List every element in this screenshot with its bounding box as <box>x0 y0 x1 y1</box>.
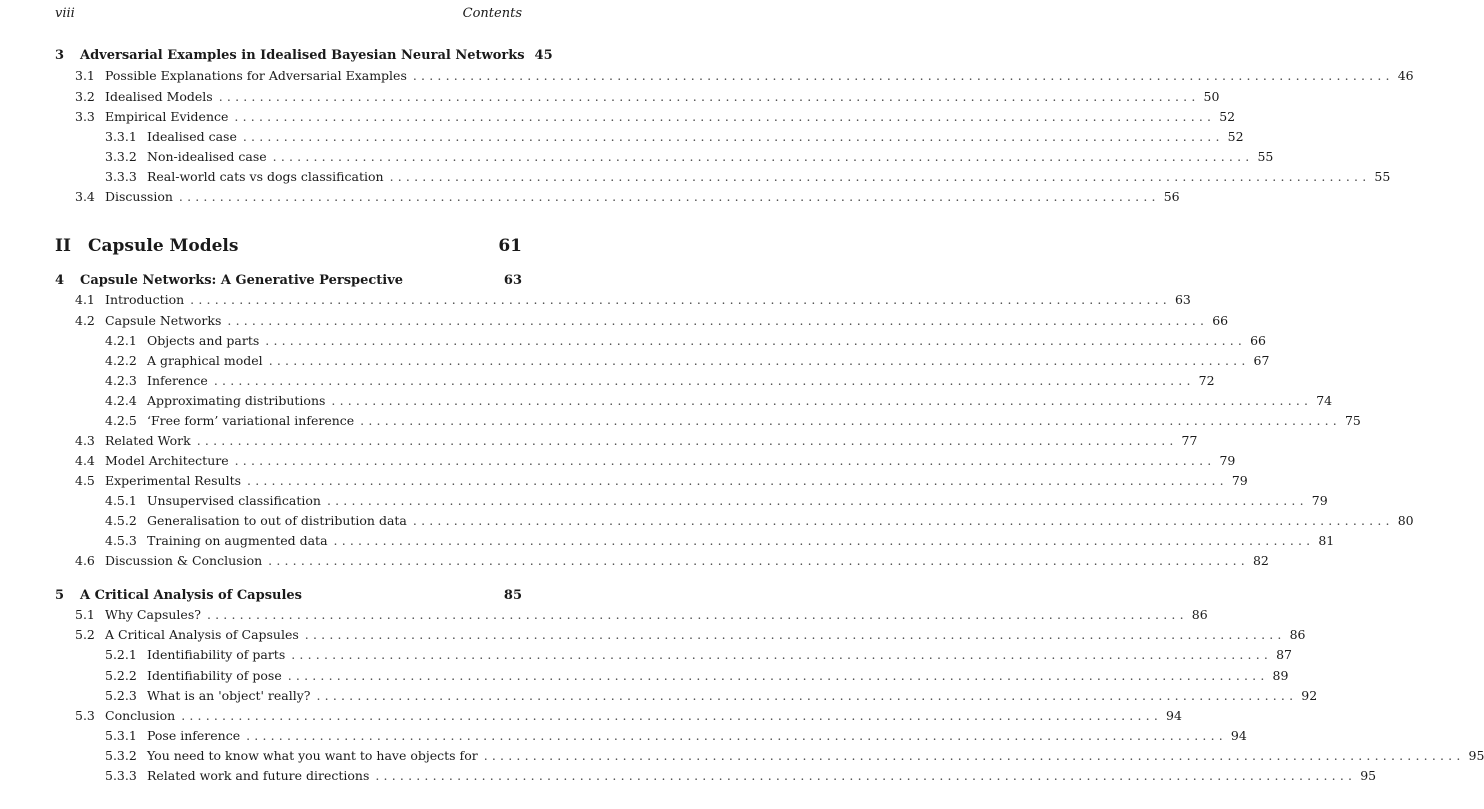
toc-entry-section[interactable] <box>55 109 1236 127</box>
dot-leader: ........................................................................................................................ <box>389 169 1371 184</box>
toc-entry-page: 50 <box>1203 89 1220 104</box>
toc-entry-subsection[interactable] <box>55 353 1270 371</box>
toc-entry-title: Related work and future directions <box>147 768 370 783</box>
toc-entry-title: Idealised case <box>147 129 237 144</box>
dot-leader: ........................................................................................................................ <box>287 668 1269 683</box>
toc-entry-page: 63 <box>1174 292 1191 307</box>
toc-entry-subsection[interactable] <box>55 149 1274 167</box>
dot-leader: ........................................................................................................................ <box>268 353 1250 368</box>
toc-entry-section[interactable] <box>55 189 1180 207</box>
toc-entry-number: 5.3 <box>75 708 95 723</box>
toc-entry-section[interactable] <box>55 68 1414 86</box>
toc-entry-number: 4.2.4 <box>105 393 137 408</box>
toc-entry-page: 66 <box>1212 313 1229 328</box>
dot-leader: ........................................................................................................................ <box>234 453 1216 468</box>
toc-entry-title: Why Capsules? <box>105 607 201 622</box>
toc-entry-title: Adversarial Examples in Idealised Bayesian Neural Networks <box>80 48 525 63</box>
toc-entry-title: Capsule Networks: A Generative Perspective <box>80 273 404 288</box>
toc-entry-title: A Critical Analysis of Capsules <box>80 588 302 603</box>
toc-entry-title: Objects and parts <box>147 333 260 348</box>
toc-entry-page: 46 <box>1397 68 1414 83</box>
dot-leader: ........................................................................................................................ <box>268 553 1249 568</box>
toc-entry-section[interactable] <box>55 553 1269 571</box>
toc-entry-page: 74 <box>1316 393 1333 408</box>
toc-entry-number: 4.6 <box>75 553 95 568</box>
dot-leader: ........................................................................................................................ <box>246 728 1227 743</box>
toc-entry-section[interactable] <box>55 433 1198 451</box>
toc-entry-number: 4.5.3 <box>105 533 137 548</box>
toc-entry-page: 79 <box>1219 453 1236 468</box>
toc-entry-page: 94 <box>1166 708 1182 723</box>
toc-entry-title: Discussion & Conclusion <box>105 553 263 568</box>
toc-entry-title: Empirical Evidence <box>105 109 229 124</box>
toc-entry-subsection[interactable] <box>55 413 1361 431</box>
toc-entry-number: 3.1 <box>75 68 95 83</box>
toc-entry-subsection[interactable] <box>55 533 1335 551</box>
toc-entry-title: Possible Explanations for Adversarial Examples <box>105 68 407 83</box>
toc-entry-chapter[interactable] <box>55 588 522 606</box>
dot-leader: ........................................................................................................................ <box>360 413 1341 428</box>
toc-entry-number: 3.3 <box>75 109 95 124</box>
toc-entry-number: 4.2 <box>75 313 95 328</box>
toc-entry-page: 63 <box>503 273 522 288</box>
toc-entry-title: Inference <box>147 373 208 388</box>
toc-entry-number: 4.3 <box>75 433 95 448</box>
toc-entry-number: 3.4 <box>75 189 95 204</box>
page-number-label: viii <box>55 6 75 21</box>
toc-entry-number: 4.2.2 <box>105 353 137 368</box>
toc-entry-page: 85 <box>503 588 522 603</box>
dot-leader: ........................................................................................................................ <box>247 473 1228 488</box>
toc-entry-title: Related Work <box>105 433 191 448</box>
toc-entry-title: You need to know what you want to have objects for <box>147 748 478 763</box>
dot-leader: ........................................................................................................................ <box>304 627 1286 642</box>
toc-entry-title: Discussion <box>105 189 173 204</box>
toc-entry-number: 5.2 <box>75 627 95 642</box>
toc-entry-title: Training on augmented data <box>147 533 328 548</box>
dot-leader: ........................................................................................................................ <box>333 533 1315 548</box>
toc-entry-title: Real-world cats vs dogs classification <box>147 169 384 184</box>
toc-entry-page: 56 <box>1163 189 1180 204</box>
running-title: Contents <box>462 6 522 21</box>
toc-entry-subsection[interactable] <box>55 668 1289 686</box>
toc-entry-number: 3.3.3 <box>105 169 137 184</box>
toc-entry-page: 52 <box>1219 109 1236 124</box>
toc-entry-subsection[interactable] <box>55 333 1266 351</box>
toc-entry-title: Identifiability of parts <box>147 647 286 662</box>
toc-entry-number: 5.2.2 <box>105 668 137 683</box>
toc-entry-number: II <box>55 236 71 256</box>
toc-entry-title: Identifiability of pose <box>147 668 282 683</box>
dot-leader: ........................................................................................................................ <box>227 313 1209 328</box>
toc-entry-number: 5.1 <box>75 607 95 622</box>
toc-entry-page: 72 <box>1198 373 1215 388</box>
toc-entry-title: A Critical Analysis of Capsules <box>105 627 299 642</box>
toc-entry-title: Idealised Models <box>105 89 213 104</box>
toc-entry-title: Pose inference <box>147 728 241 743</box>
toc-entry-page: 87 <box>1276 647 1292 662</box>
toc-entry-title: Capsule Networks <box>105 313 222 328</box>
toc-entry-page: 77 <box>1181 433 1198 448</box>
toc-entry-number: 3.3.2 <box>105 149 137 164</box>
toc-entry-page: 86 <box>1289 627 1306 642</box>
toc-entry-number: 4.2.1 <box>105 333 137 348</box>
toc-entry-page: 66 <box>1250 333 1266 348</box>
toc-entry-section[interactable] <box>55 453 1236 471</box>
toc-entry-number: 3.3.1 <box>105 129 137 144</box>
toc-entry-subsection[interactable] <box>55 393 1333 411</box>
toc-entry-section[interactable] <box>55 607 1208 625</box>
toc-entry-section[interactable] <box>55 627 1306 645</box>
toc-entry-subsection[interactable] <box>55 647 1292 665</box>
toc-entry-number: 4.5.1 <box>105 493 137 508</box>
toc-entry-number: 4.5 <box>75 473 95 488</box>
dot-leader: ........................................................................................................................ <box>206 607 1188 622</box>
toc-entry-page: 95 <box>1360 768 1377 783</box>
dot-leader: ........................................................................................................................ <box>213 373 1195 388</box>
toc-entry-subsection[interactable] <box>55 768 1377 786</box>
dot-leader: ........................................................................................................................ <box>181 708 1162 723</box>
dot-leader: ........................................................................................................................ <box>178 189 1160 204</box>
toc-entry-title: A graphical model <box>147 353 263 368</box>
toc-entry-page: 86 <box>1191 607 1208 622</box>
toc-entry-section[interactable] <box>55 473 1248 491</box>
dot-leader: ........................................................................................................................ <box>375 768 1357 783</box>
toc-entry-title: Unsupervised classification <box>147 493 321 508</box>
toc-entry-page: 61 <box>498 236 522 256</box>
toc-entry-section[interactable] <box>55 292 1191 310</box>
toc-entry-subsection[interactable] <box>55 728 1247 746</box>
toc-entry-title: Experimental Results <box>105 473 242 488</box>
dot-leader: ........................................................................................................................ <box>316 688 1298 703</box>
toc-entry-number: 4.4 <box>75 453 95 468</box>
toc-entry-subsection[interactable] <box>55 748 1484 766</box>
toc-entry-number: 4 <box>55 273 65 288</box>
toc-entry-number: 5.3.2 <box>105 748 137 763</box>
toc-entry-page: 95 <box>1468 748 1484 763</box>
toc-entry-title: Capsule Models <box>88 236 239 256</box>
toc-entry-section[interactable] <box>55 89 1220 107</box>
toc-entry-title: Generalisation to out of distribution data <box>147 513 407 528</box>
toc-entry-page: 89 <box>1272 668 1289 683</box>
toc-entry-title: ‘Free form’ variational inference <box>147 413 355 428</box>
toc-entry-page: 94 <box>1230 728 1247 743</box>
dot-leader: ........................................................................................................................ <box>483 748 1465 763</box>
toc-entry-page: 67 <box>1253 353 1270 368</box>
toc-entry-number: 5.3.3 <box>105 768 137 783</box>
toc-entry-page: 92 <box>1301 688 1318 703</box>
toc-entry-number: 5.3.1 <box>105 728 137 743</box>
toc-entry-page: 45 <box>534 48 553 63</box>
toc-entry-subsection[interactable] <box>55 513 1414 531</box>
toc-entry-number: 3 <box>55 48 65 63</box>
toc-entry-title: Conclusion <box>105 708 176 723</box>
dot-leader: ........................................................................................................................ <box>272 149 1254 164</box>
toc-entry-title: Non-idealised case <box>147 149 267 164</box>
toc-entry-part[interactable] <box>55 236 522 260</box>
toc-entry-page: 75 <box>1344 413 1361 428</box>
toc-entry-page: 82 <box>1252 553 1269 568</box>
toc-entry-title: Introduction <box>105 292 185 307</box>
dot-leader: ........................................................................................................................ <box>196 433 1178 448</box>
toc-entry-number: 4.5.2 <box>105 513 137 528</box>
toc-entry-title: What is an 'object' really? <box>147 688 311 703</box>
toc-entry-subsection[interactable] <box>55 373 1215 391</box>
toc-entry-number: 4.2.5 <box>105 413 137 428</box>
toc-entry-page: 55 <box>1257 149 1274 164</box>
toc-entry-number: 5.2.1 <box>105 647 137 662</box>
dot-leader: ........................................................................................................................ <box>218 89 1200 104</box>
toc-entry-subsection[interactable] <box>55 493 1328 511</box>
toc-entry-title: Approximating distributions <box>147 393 326 408</box>
toc-entry-number: 3.2 <box>75 89 95 104</box>
dot-leader: ........................................................................................................................ <box>331 393 1313 408</box>
toc-entry-number: 4.1 <box>75 292 95 307</box>
toc-entry-subsection[interactable] <box>55 688 1318 706</box>
dot-leader: ........................................................................................................................ <box>234 109 1216 124</box>
toc-entry-page: 52 <box>1227 129 1244 144</box>
toc-entry-chapter[interactable] <box>55 273 522 291</box>
dot-leader: ........................................................................................................................ <box>412 513 1394 528</box>
toc-entry-section[interactable] <box>55 708 1182 726</box>
dot-leader: ........................................................................................................................ <box>190 292 1171 307</box>
toc-entry-section[interactable] <box>55 313 1229 331</box>
dot-leader: ........................................................................................................................ <box>291 647 1273 662</box>
dot-leader: ........................................................................................................................ <box>412 68 1394 83</box>
toc-entry-subsection[interactable] <box>55 129 1244 147</box>
toc-entry-page: 81 <box>1318 533 1335 548</box>
dot-leader: ........................................................................................................................ <box>242 129 1224 144</box>
dot-leader: ........................................................................................................................ <box>265 333 1247 348</box>
toc-entry-page: 55 <box>1374 169 1391 184</box>
toc-entry-number: 5 <box>55 588 65 603</box>
toc-entry-page: 79 <box>1231 473 1248 488</box>
toc-entry-chapter[interactable] <box>55 48 553 66</box>
dot-leader: ........................................................................................................................ <box>326 493 1308 508</box>
toc-entry-number: 5.2.3 <box>105 688 137 703</box>
toc-entry-page: 80 <box>1397 513 1414 528</box>
toc-entry-title: Model Architecture <box>105 453 229 468</box>
toc-entry-number: 4.2.3 <box>105 373 137 388</box>
toc-entry-page: 79 <box>1311 493 1328 508</box>
toc-entry-subsection[interactable] <box>55 169 1391 187</box>
